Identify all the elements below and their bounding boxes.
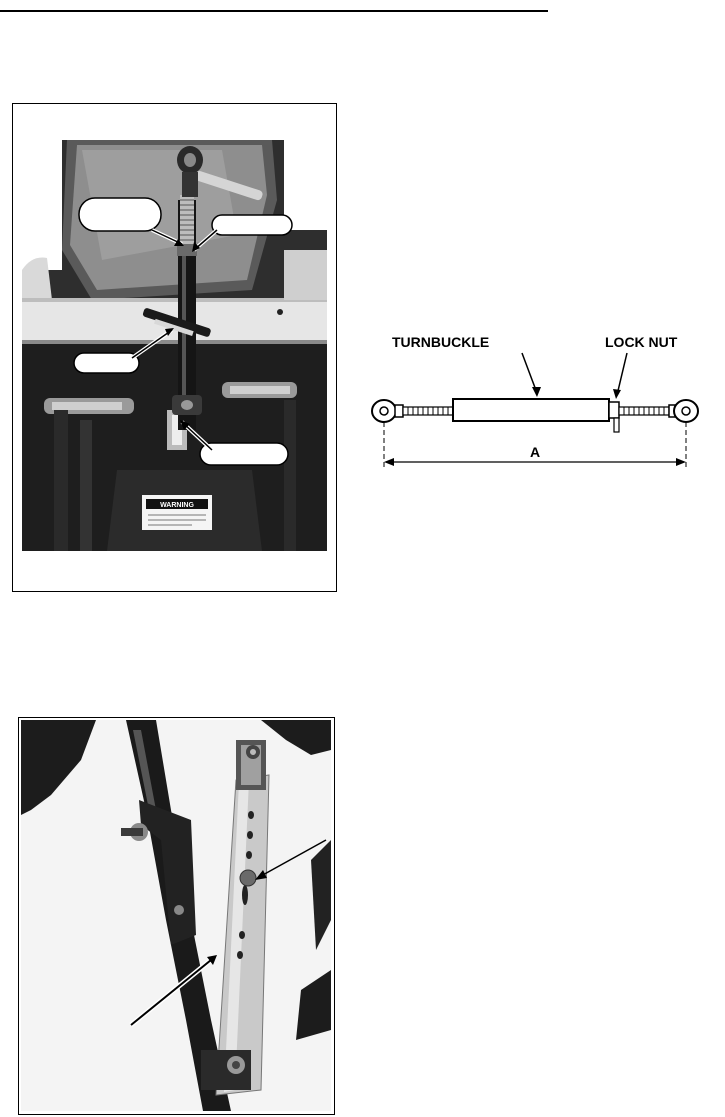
warning-decal-text: WARNING <box>160 502 194 509</box>
dimension-a-label: A <box>529 444 541 460</box>
turnbuckle-label: TURNBUCKLE <box>392 334 490 350</box>
header-rule <box>0 10 548 12</box>
turnbuckle-diagram <box>362 325 717 485</box>
top-link-photo <box>22 140 327 551</box>
sway-link-photo <box>21 720 331 1111</box>
sway-link-photo-illustration <box>21 720 331 1111</box>
lock-nut-label: LOCK NUT <box>605 334 678 350</box>
figure-top-link-photo <box>12 103 337 592</box>
figure-sway-link-photo <box>18 717 335 1115</box>
top-link-photo-illustration <box>22 140 327 551</box>
turnbuckle-diagram-svg <box>362 325 717 485</box>
